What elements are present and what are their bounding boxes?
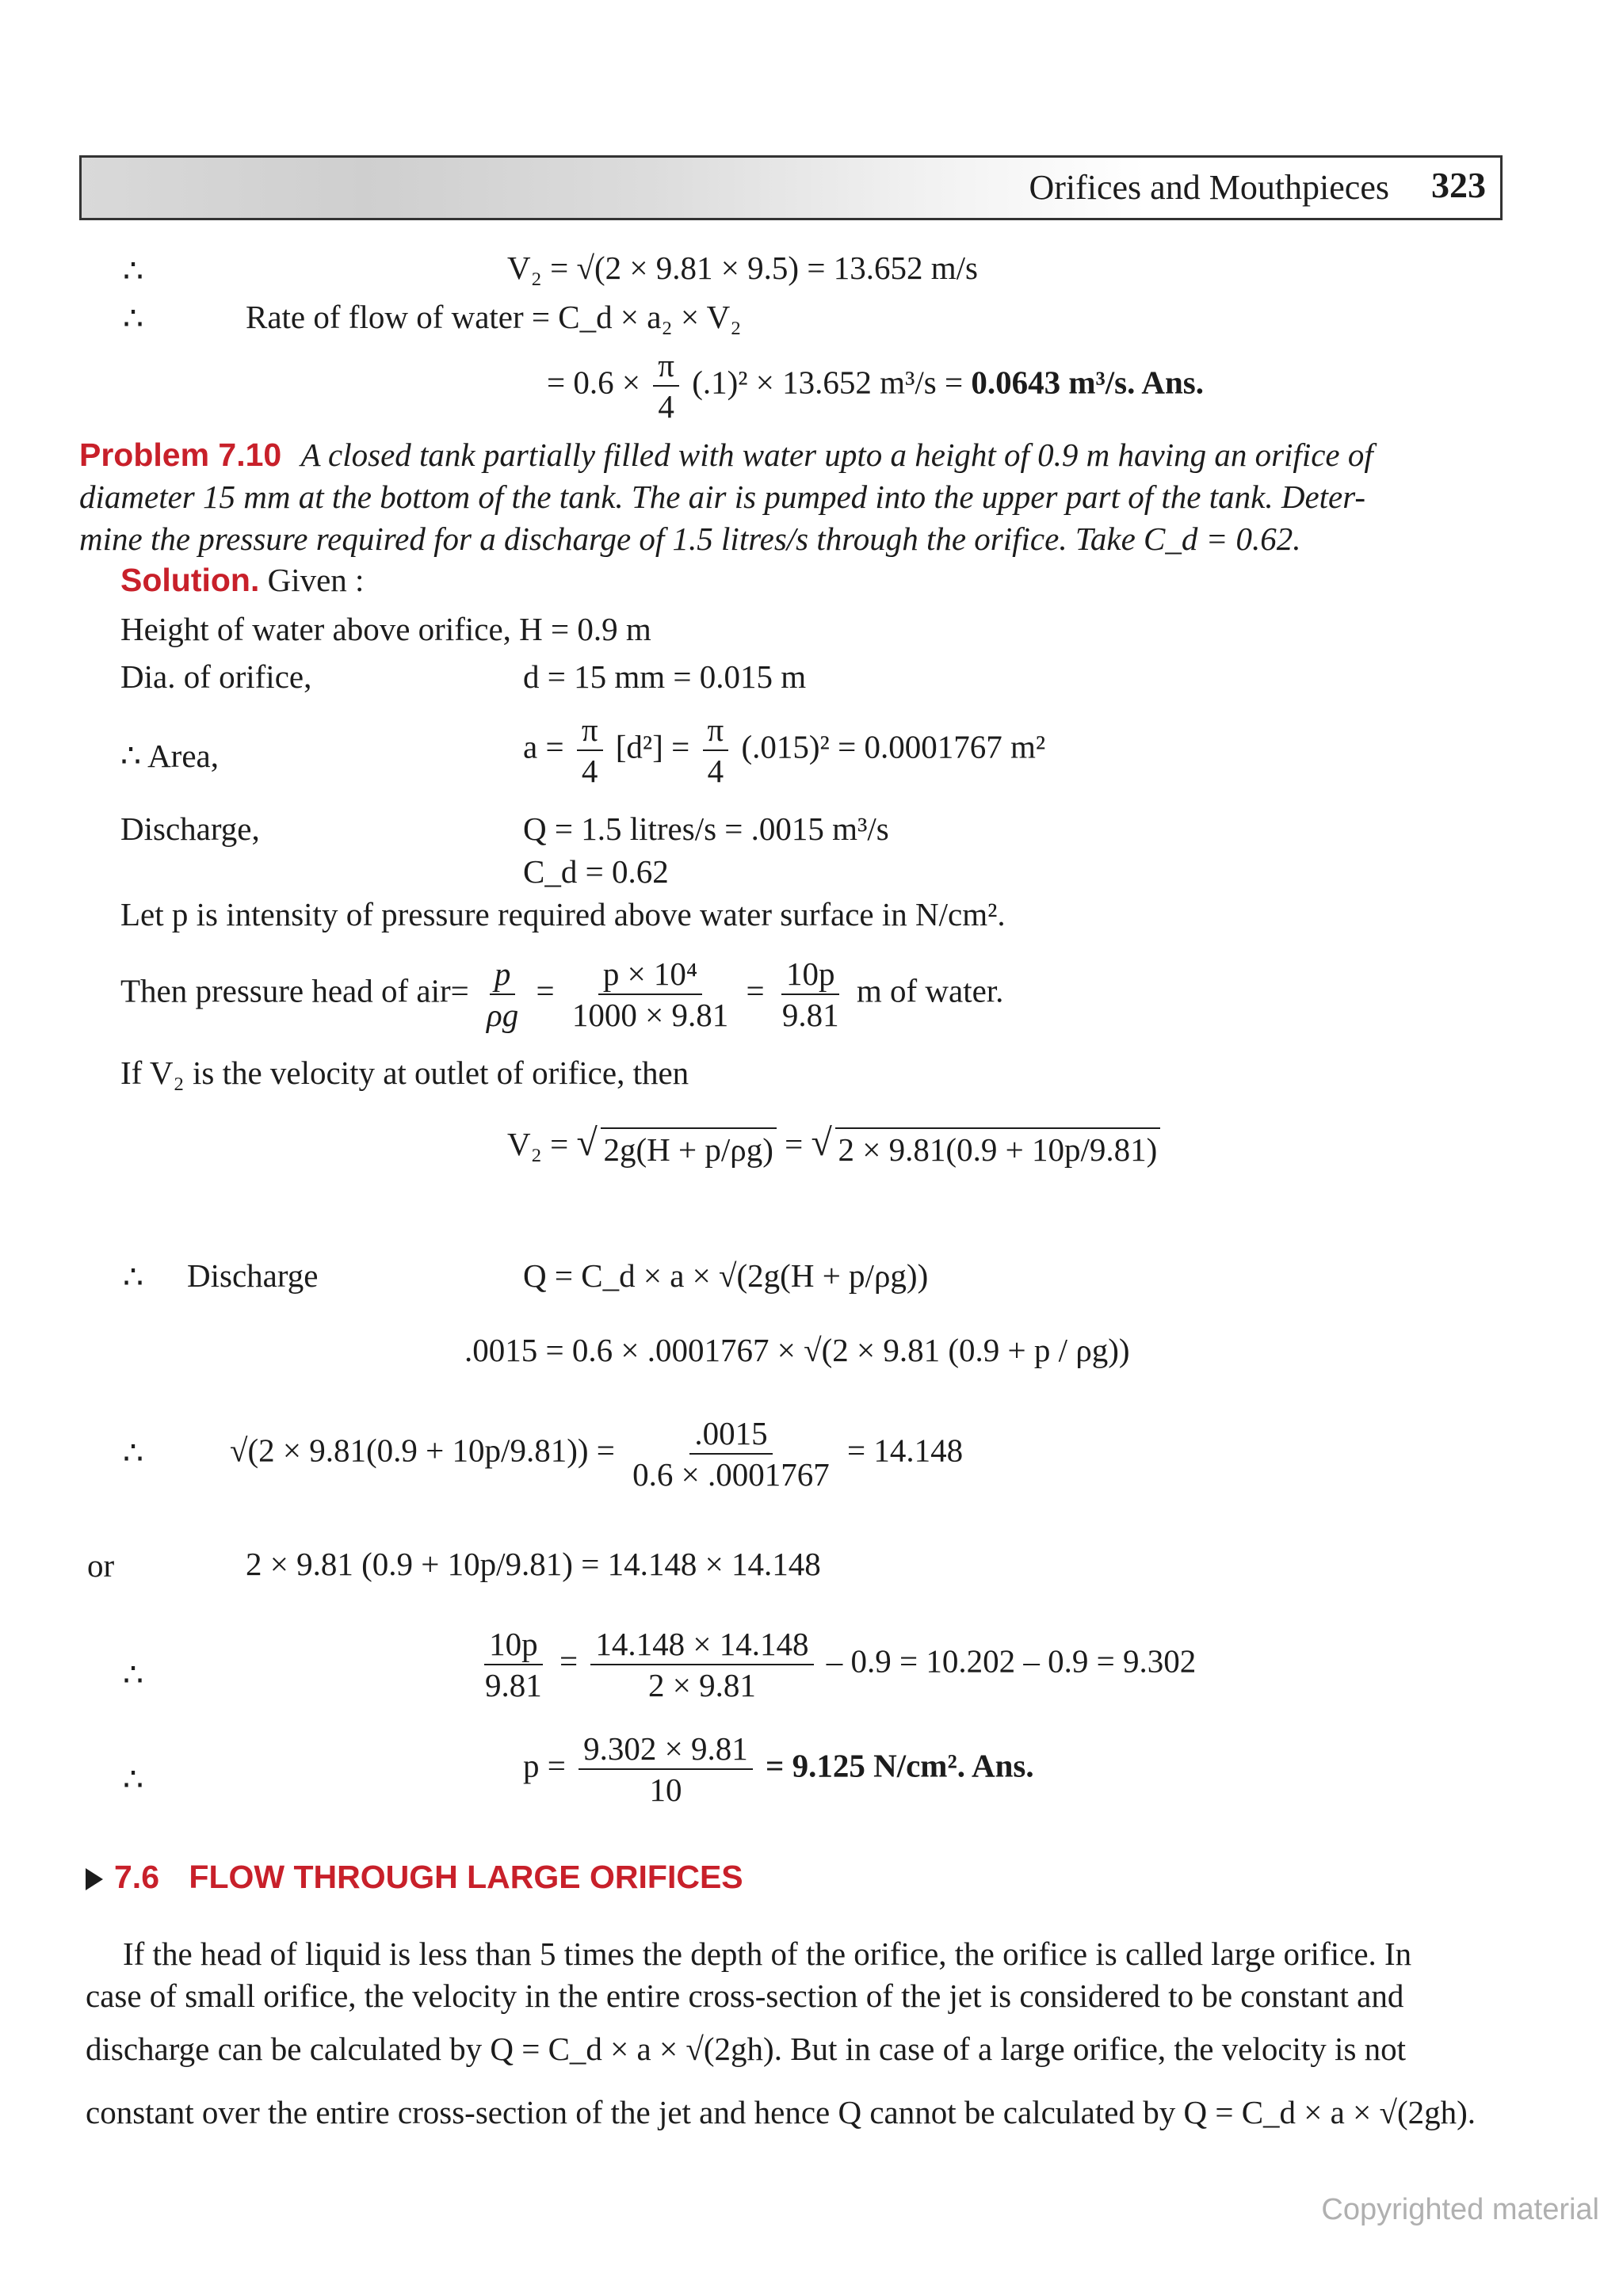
chapter-title: Orifices and Mouthpieces [1029,168,1389,207]
solve-10p-equation: $\frac{10p}{9.81}$ = $\frac{14.148 \times 14.148}{2 \times 9.81}$ – 0.9 = 10.202 – 0.9 = 9.302 [475,1626,1196,1703]
discharge-equation: Q = 1.5 litres/s = .0015 m³/s [523,810,889,847]
rate-of-flow-result: = 0.6 × $\frac{\pi}{4}$ (.1)² × 13.652 m³/s = 0.0643 m³/s. Ans. [547,347,1204,425]
area-equation: a = $\frac{\pi}{4}$ [d²] = $\frac{\pi}{4}$ (.015)² = 0.0001767 m² [523,711,1046,789]
section-number: 7.6 [114,1859,159,1895]
copyright-watermark: Copyrighted material [1321,2193,1599,2226]
fraction: $\frac{14.148 \times 14.148}{2 \times 9.81}$ [590,1626,813,1703]
v2-velocity-equation: V₂ = √ 2g(H + p/ρg) = √ 2 × 9.81(0.9 + 10p/9.81) [507,1125,1160,1169]
square-root: √ 2g(H + p/ρg) [577,1127,777,1169]
discharge-formula: Q = C_d × a × √(2g(H + p/ρg)) [523,1257,929,1294]
diameter-label: Dia. of orifice, [120,658,312,695]
answer: = 9.125 N/cm². Ans. [766,1747,1034,1784]
problem-statement-line: Problem 7.10 A closed tank partially filled with water upto a height of 0.9 m having an orifice of [79,437,1373,473]
fraction: $\frac{p}{\rho g}$ [487,955,519,1033]
paragraph-line: If the head of liquid is less than 5 times the depth of the orifice, the orifice is called large orifice. In [123,1936,1412,1972]
diameter-equation: d = 15 mm = 0.015 m [523,658,807,695]
fraction: $\frac{9.302 \times 9.81}{10}$ [579,1730,753,1808]
triangle-bullet-icon [86,1868,103,1890]
rate-of-flow-equation: Rate of flow of water = C_d × a₂ × V₂ [246,299,742,335]
or-label: or [87,1547,115,1584]
section-heading [86,1858,743,1896]
therefore-symbol: ∴ [123,1657,144,1693]
paragraph-line: discharge can be calculated by Q = C_d × a × √(2gh). But in case of a large orifice, the velocity is not [86,2031,1407,2067]
square-root: √ 2 × 9.81(0.9 + 10p/9.81) [812,1127,1161,1169]
answer: 0.0643 m³/s. Ans. [971,364,1204,401]
let-p-statement: Let p is intensity of pressure required above water surface in N/cm². [120,896,1006,933]
therefore-symbol: ∴ [123,253,144,289]
therefore-symbol: ∴ [123,1435,144,1471]
fraction: $\frac{.0015}{0.6 \times .0001767}$ [632,1415,830,1493]
problem-statement-line: diameter 15 mm at the bottom of the tank. The air is pumped into the upper part of the tank. Deter- [79,479,1366,515]
fraction: $\frac{\pi}{4}$ [653,347,679,425]
cd-equation: C_d = 0.62 [523,853,669,890]
page-number: 323 [1431,165,1486,205]
fraction: $\frac{\text{p × 10⁴}}{1000 \times 9.81}$ [571,955,729,1033]
pressure-result: p = $\frac{9.302 \times 9.81}{10}$ = 9.125 N/cm². Ans. [523,1730,1034,1808]
therefore-symbol: ∴ [123,300,144,337]
problem-statement-line: mine the pressure required for a discharge of 1.5 litres/s through the orifice. Take C_d = 0.62. [79,521,1301,557]
section-title: FLOW THROUGH LARGE ORIFICES [189,1859,743,1895]
paragraph-line: case of small orifice, the velocity in the entire cross-section of the jet is considered to be constant and [86,1978,1404,2014]
squared-equation: 2 × 9.81 (0.9 + 10p/9.81) = 14.148 × 14.148 [246,1546,821,1582]
fraction: $\frac{10p}{9.81}$ [485,1626,542,1703]
paragraph-line: constant over the entire cross-section of the jet and hence Q cannot be calculated by Q = C_d × a × √(2gh). [86,2094,1476,2130]
fraction: $\frac{\pi}{4}$ [577,711,603,789]
area-label: ∴ Area, [120,738,219,774]
problem-label: Problem 7.10 [79,437,282,473]
fraction: $\frac{10p}{9.81}$ [781,955,839,1033]
solution-heading: Solution. Given : [120,562,365,598]
v2-equation: V₂ = √(2 × 9.81 × 9.5) = 13.652 m/s [507,250,978,286]
discharge-heading: Discharge [187,1257,319,1294]
height-given: Height of water above orifice, H = 0.9 m [120,611,651,647]
page-header [79,155,1503,220]
discharge-substitution: .0015 = 0.6 × .0001767 × √(2 × 9.81 (0.9 + p / ρg)) [464,1332,1130,1368]
if-v2-statement: If V₂ is the velocity at outlet of orifice, then [120,1055,689,1091]
therefore-symbol: ∴ [123,1259,144,1295]
therefore-symbol: ∴ [123,1761,144,1798]
pressure-head-equation: Then pressure head of air= $\frac{p}{\rho g}$ = $\frac{\text{p × 10⁴}}{1000 \times 9.81}$ = $\frac{10p}{9.81}$ m of water. [120,955,1004,1033]
root-equation: √(2 × 9.81(0.9 + 10p/9.81)) = $\frac{.0015}{0.6 \times .0001767}$ = 14.148 [230,1415,964,1493]
fraction: $\frac{\pi}{4}$ [703,711,729,789]
discharge-label: Discharge, [120,810,260,847]
